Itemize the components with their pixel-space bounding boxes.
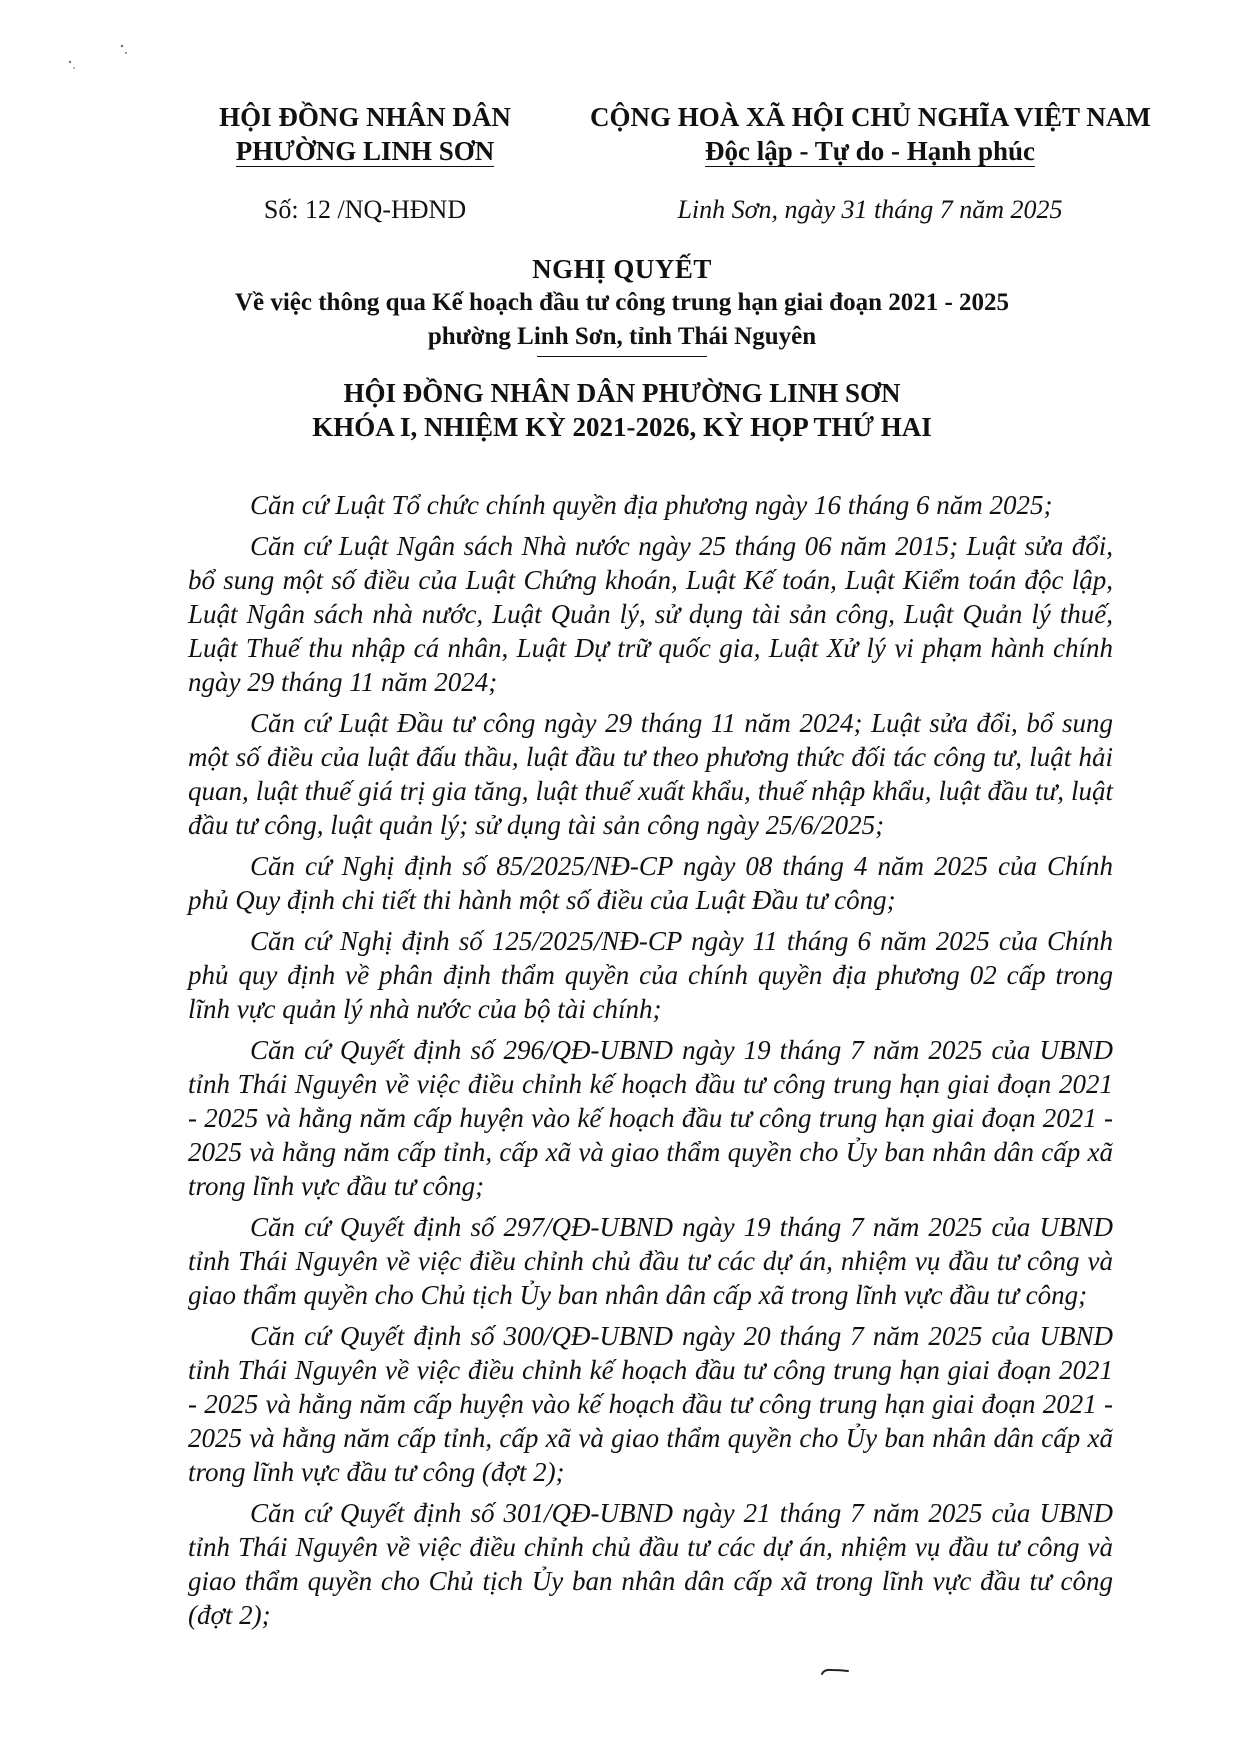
legal-basis-paragraph: Căn cứ Luật Ngân sách Nhà nước ngày 25 tháng 06 năm 2015; Luật sửa đổi, bổ sung một số điều của Luật Chứng khoán, Luật Kế toán, Luật Kiểm toán độc lập, Luật Ngân sách nhà nước, Luật Quản lý, sử dụng tài sản công, Luật Quản lý thuế, Luật Thuế thu nhập cá nhân, Luật Dự trữ quốc gia, Luật Xử lý vi phạm hành chính ngày 29 tháng 11 năm 2024; bbox=[188, 531, 1113, 697]
issuing-body-line2 bbox=[180, 134, 550, 168]
issuing-body-block bbox=[180, 100, 550, 226]
national-heading-block bbox=[590, 100, 1150, 226]
national-motto-line bbox=[590, 134, 1150, 168]
document-header bbox=[0, 100, 1244, 224]
council-session: KHÓA I, NHIỆM KỲ 2021-2026, KỲ HỌP THỨ HAI bbox=[312, 412, 932, 442]
issuing-body-line2-text: PHƯỜNG LINH SƠN bbox=[235, 136, 495, 166]
legal-basis-paragraph: Căn cứ Quyết định số 296/QĐ-UBND ngày 19 tháng 7 năm 2025 của UBND tỉnh Thái Nguyên về việc điều chỉnh kế hoạch đầu tư công trung hạn giai đoạn 2021 - 2025 và hằng năm cấp huyện vào kế hoạch đầu tư công trung hạn giai đoạn 2021 - 2025 và hằng năm cấp tỉnh, cấp xã và giao thẩm quyền cho Ủy ban nhân dân cấp xã trong lĩnh vực đầu tư công; bbox=[188, 1035, 1113, 1201]
national-title: CỘNG HOÀ XÃ HỘI CHỦ NGHĨA VIỆT NAM bbox=[590, 102, 1151, 132]
document-subject-line1: Về việc thông qua Kế hoạch đầu tư công trung hạn giai đoạn 2021 - 2025 bbox=[234, 289, 1010, 316]
scan-specks bbox=[60, 40, 140, 80]
council-name: HỘI ĐỒNG NHÂN DÂN PHƯỜNG LINH SƠN bbox=[343, 378, 901, 408]
document-number: Số: 12 /NQ-HĐND bbox=[263, 195, 467, 224]
legal-basis-paragraph: Căn cứ Nghị định số 125/2025/NĐ-CP ngày 11 tháng 6 năm 2025 của Chính phủ quy định về phân định thẩm quyền của chính quyền địa phương 02 cấp trong lĩnh vực quản lý nhà nước của bộ tài chính; bbox=[188, 926, 1113, 1024]
legal-basis-paragraph: Căn cứ Quyết định số 297/QĐ-UBND ngày 19 tháng 7 năm 2025 của UBND tỉnh Thái Nguyên về việc điều chỉnh chủ đầu tư các dự án, nhiệm vụ đầu tư công và giao thẩm quyền cho Chủ tịch Ủy ban nhân dân cấp xã trong lĩnh vực đầu tư công; bbox=[188, 1212, 1113, 1310]
place-and-date: Linh Sơn, ngày 31 tháng 7 năm 2025 bbox=[677, 195, 1063, 224]
document-title-block bbox=[100, 252, 1144, 357]
legal-basis-paragraph: Căn cứ Quyết định số 301/QĐ-UBND ngày 21 tháng 7 năm 2025 của UBND tỉnh Thái Nguyên về việc điều chỉnh chủ đầu tư các dự án, nhiệm vụ đầu tư công và giao thẩm quyền cho Chủ tịch Ủy ban nhân dân cấp xã trong lĩnh vực đầu tư công (đợt 2); bbox=[188, 1498, 1113, 1630]
legal-basis-paragraph: Căn cứ Nghị định số 85/2025/NĐ-CP ngày 08 tháng 4 năm 2025 của Chính phủ Quy định chi tiết thi hành một số điều của Luật Đầu tư công; bbox=[188, 851, 1113, 915]
issuing-body-line1: HỘI ĐỒNG NHÂN DÂN bbox=[219, 102, 511, 132]
council-heading-block bbox=[100, 376, 1144, 444]
initial-mark-icon bbox=[820, 1664, 850, 1674]
document-subject-line2: phường Linh Sơn, tỉnh Thái Nguyên bbox=[427, 323, 817, 350]
subject-underline bbox=[537, 356, 707, 357]
legal-basis-section bbox=[188, 488, 1113, 1639]
legal-basis-paragraph: Căn cứ Luật Đầu tư công ngày 29 tháng 11 năm 2024; Luật sửa đổi, bổ sung một số điều của luật đấu thầu, luật đầu tư theo phương thức đối tác công tư, luật hải quan, luật thuế giá trị gia tăng, luật thuế xuất khẩu, thuế nhập khẩu, luật đầu tư, luật đầu tư công, luật quản lý; sử dụng tài sản công ngày 25/6/2025; bbox=[188, 708, 1113, 840]
national-motto: Độc lập - Tự do - Hạnh phúc bbox=[704, 136, 1036, 166]
document-type: NGHỊ QUYẾT bbox=[532, 254, 712, 284]
legal-basis-paragraph: Căn cứ Quyết định số 300/QĐ-UBND ngày 20 tháng 7 năm 2025 của UBND tỉnh Thái Nguyên về việc điều chỉnh kế hoạch đầu tư công trung hạn giai đoạn 2021 - 2025 và hằng năm cấp huyện vào kế hoạch đầu tư công trung hạn giai đoạn 2021 - 2025 và hằng năm cấp tỉnh, cấp xã và giao thẩm quyền cho Ủy ban nhân dân cấp xã trong lĩnh vực đầu tư công (đợt 2); bbox=[188, 1321, 1113, 1487]
legal-basis-paragraph: Căn cứ Luật Tổ chức chính quyền địa phương ngày 16 tháng 6 năm 2025; bbox=[250, 490, 1053, 520]
